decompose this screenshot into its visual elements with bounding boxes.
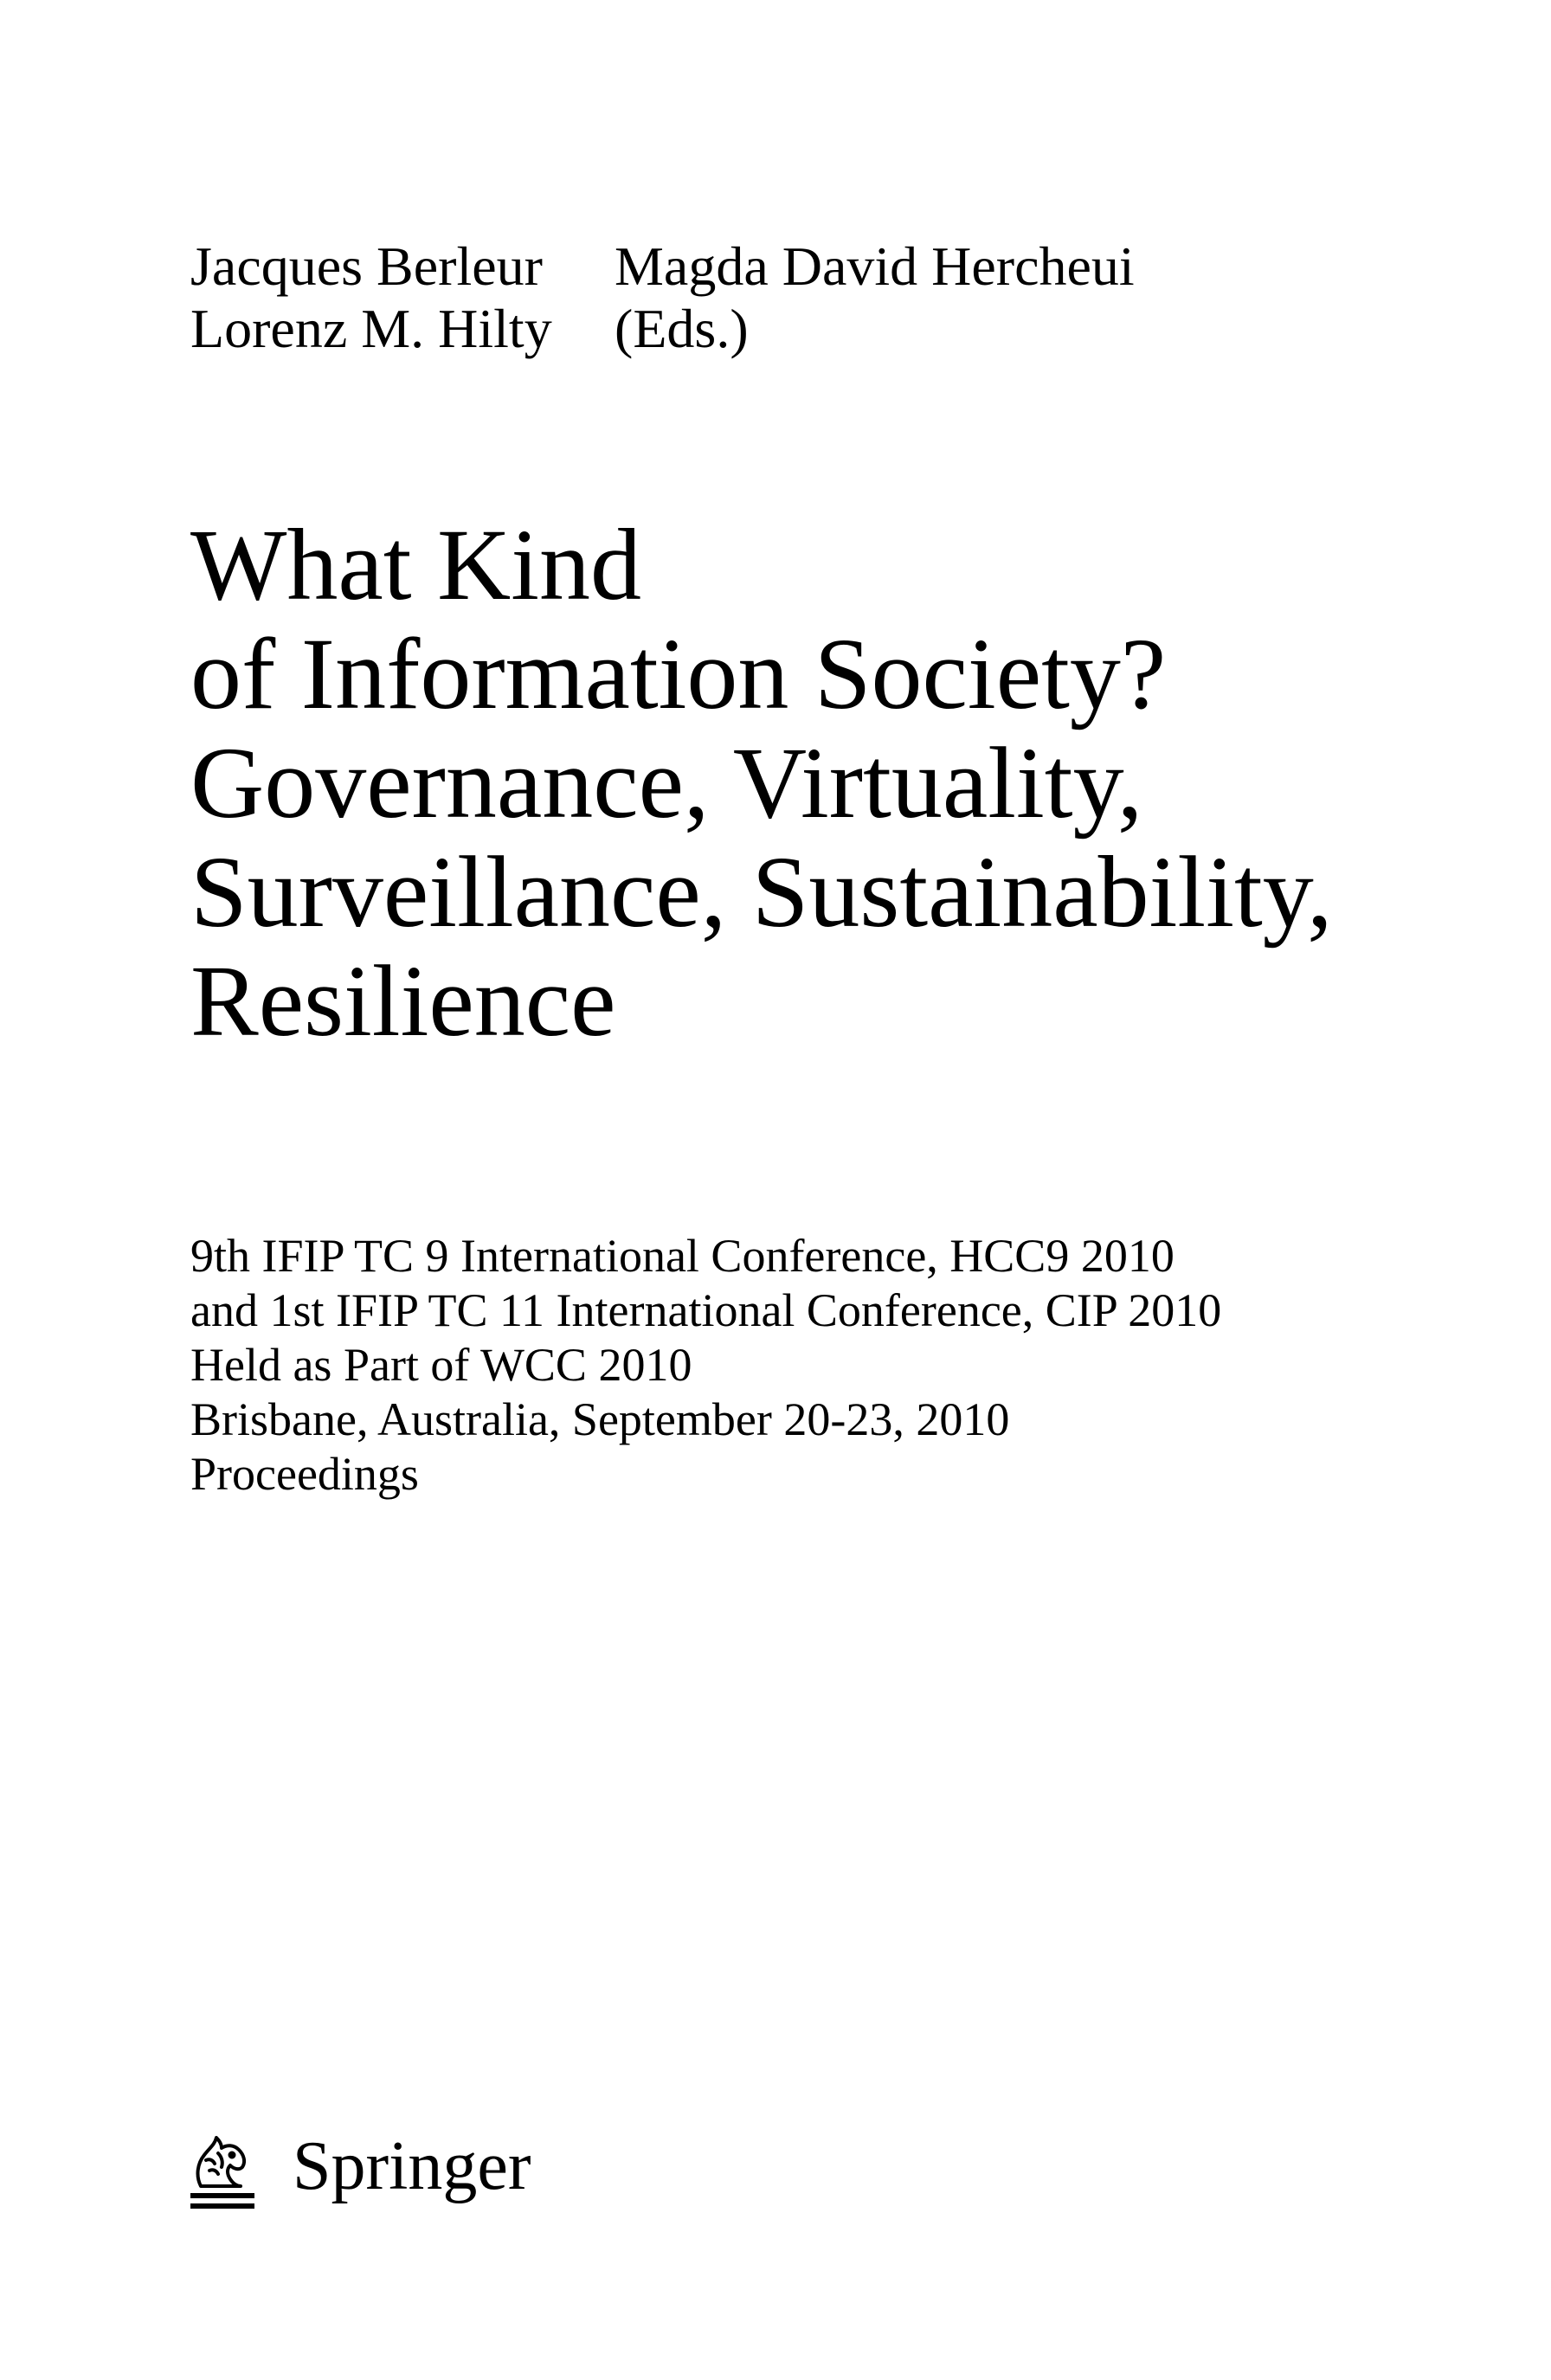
editor-name: Jacques Berleur [190, 235, 543, 297]
conference-line: Held as Part of WCC 2010 [190, 1339, 692, 1391]
conference-line: 9th IFIP TC 9 International Conference, HCC9 2010 [190, 1230, 1175, 1282]
editor-name: Lorenz M. Hilty [190, 298, 552, 359]
springer-horse-logo-icon [183, 2119, 261, 2214]
title-line: Resilience [190, 944, 616, 1058]
editors-block [190, 235, 1135, 360]
book-title [190, 508, 1333, 1058]
editors-row-2 [190, 298, 1135, 360]
conference-info [190, 1229, 1221, 1502]
editors-suffix: (Eds.) [615, 298, 749, 359]
editors-row-1 [190, 235, 1135, 298]
editor-name: Magda David Hercheui [615, 235, 1135, 297]
title-line: of Information Society? [190, 617, 1167, 730]
conference-line: Proceedings [190, 1448, 419, 1500]
title-line: Governance, Virtuality, [190, 726, 1143, 839]
publisher-block [183, 2119, 531, 2214]
title-line: What Kind [190, 508, 642, 621]
conference-line: Brisbane, Australia, September 20-23, 2010 [190, 1393, 1010, 1445]
title-line: Surveillance, Sustainability, [190, 835, 1333, 949]
publisher-name: Springer [293, 2128, 531, 2204]
conference-line: and 1st IFIP TC 11 International Conference, CIP 2010 [190, 1284, 1222, 1336]
